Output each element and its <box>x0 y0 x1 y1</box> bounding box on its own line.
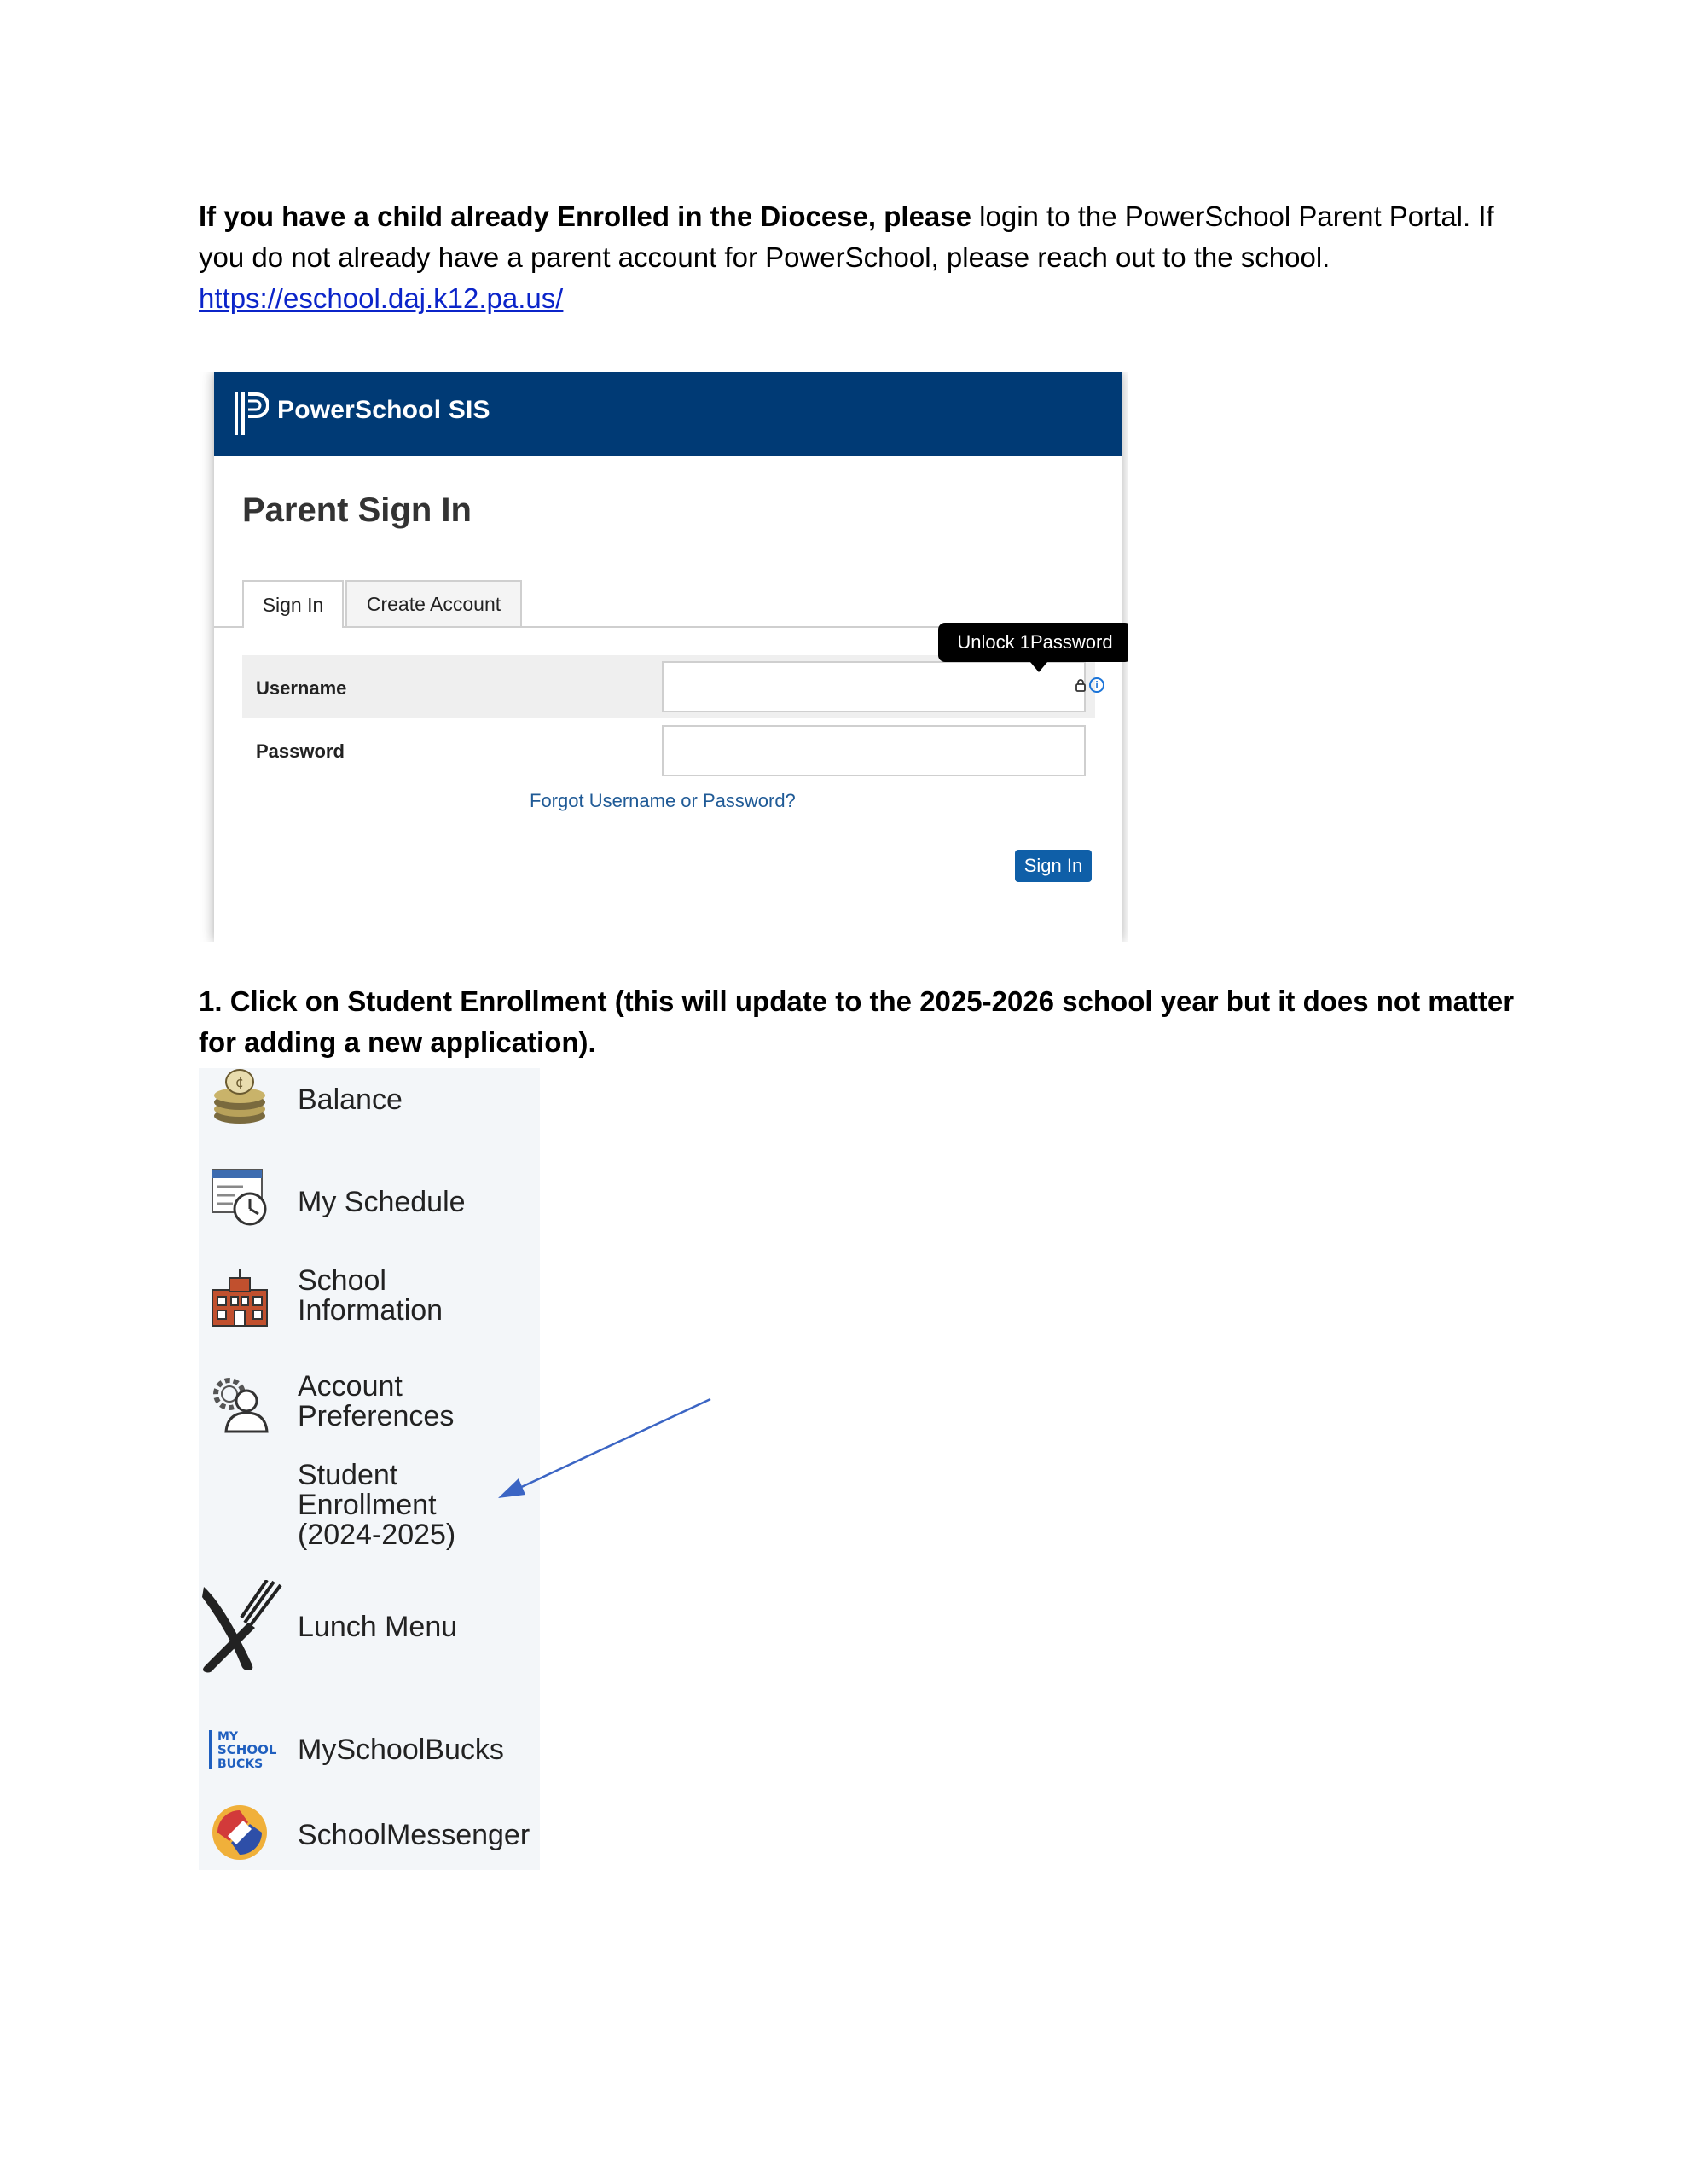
menu-label-lunch-menu: Lunch Menu <box>298 1611 458 1643</box>
account-gear-icon <box>209 1374 270 1435</box>
schedule-clock-icon <box>209 1166 270 1228</box>
onepassword-icon[interactable]: i <box>1089 677 1104 693</box>
coins-icon <box>209 1068 270 1130</box>
username-label: Username <box>256 677 347 699</box>
schoolmessenger-logo-icon <box>209 1802 270 1863</box>
password-manager-icons[interactable] <box>1074 677 1104 693</box>
intro-text: login to the PowerSchool Parent Portal. If you do not already have a parent account for PowerSchool, please reach out to the school. <box>199 200 1494 273</box>
step-1-instruction: 1. Click on Student Enrollment (this will update to the 2025-2026 school year but it does not matter for adding a new application). <box>199 985 1515 1058</box>
intro-bold-text: If you have a child already Enrolled in the Diocese, please <box>199 200 971 232</box>
school-building-icon <box>209 1268 270 1329</box>
portal-menu-screenshot <box>199 1068 540 1870</box>
svg-text:SCHOOL: SCHOOL <box>217 1742 277 1757</box>
username-input[interactable] <box>662 661 1086 712</box>
menu-label-school-information: School Information <box>298 1264 443 1327</box>
menu-label-schoolmessenger: SchoolMessenger <box>298 1819 530 1851</box>
portal-link[interactable]: https://eschool.daj.k12.pa.us/ <box>199 282 564 314</box>
menu-label-balance: Balance <box>298 1083 403 1116</box>
password-label: Password <box>256 741 345 762</box>
svg-text:¢: ¢ <box>235 1074 245 1090</box>
tab-create-account[interactable]: Create Account <box>345 580 522 626</box>
myschoolbucks-logo-icon <box>207 1725 284 1773</box>
page-title: Parent Sign In <box>242 491 472 529</box>
fork-knife-icon <box>199 1580 284 1674</box>
powerschool-header <box>214 372 1122 456</box>
powerschool-logo-icon <box>233 391 269 437</box>
menu-label-account-preferences: Account Preferences <box>298 1370 455 1432</box>
powerschool-screenshot <box>199 372 1128 942</box>
menu-label-my-schedule: My Schedule <box>298 1186 466 1218</box>
password-input[interactable] <box>662 725 1086 776</box>
menu-label-student-enrollment: Student Enrollment (2024-2025) <box>298 1459 456 1551</box>
forgot-credentials-link[interactable]: Forgot Username or Password? <box>530 790 796 811</box>
menu-label-myschoolbucks: MySchoolBucks <box>298 1734 504 1766</box>
powerschool-brand: PowerSchool SIS <box>277 396 490 424</box>
svg-text:BUCKS: BUCKS <box>217 1757 264 1771</box>
sign-in-button[interactable]: Sign In <box>1015 850 1092 882</box>
onepassword-tooltip: Unlock 1Password <box>938 623 1128 662</box>
tooltip-arrow <box>1030 662 1047 672</box>
tab-sign-in[interactable]: Sign In <box>242 580 344 628</box>
svg-text:MY: MY <box>217 1730 239 1744</box>
lock-icon <box>1074 678 1087 692</box>
intro-paragraph <box>199 196 1529 319</box>
